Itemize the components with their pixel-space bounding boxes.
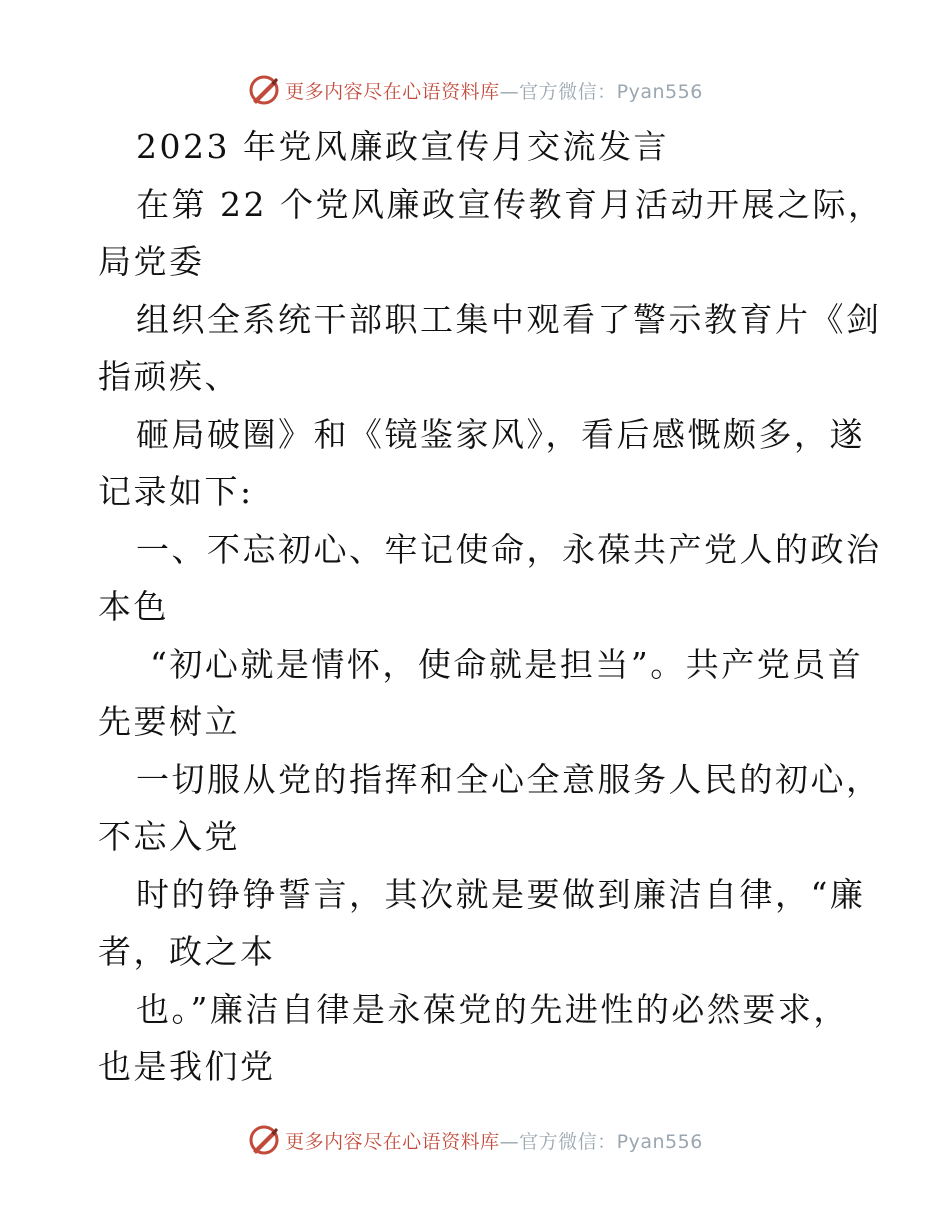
header-banner-inner xyxy=(247,73,703,107)
text-line: 者，政之本 xyxy=(98,932,276,971)
header-banner-contact: 官方微信：Pyan556 xyxy=(519,80,703,103)
footer-banner-separator: — xyxy=(499,1130,520,1153)
document-body xyxy=(98,118,884,1096)
header-banner-main: 更多内容尽在心语资料库 xyxy=(285,80,500,103)
text-line: 不忘入党 xyxy=(98,817,240,856)
footer-banner-contact: 官方微信：Pyan556 xyxy=(519,1130,703,1153)
footer-watermark-banner xyxy=(0,1122,950,1158)
footer-banner-main: 更多内容尽在心语资料库 xyxy=(285,1130,500,1153)
text-line: 在第 22 个党风廉政宣传教育月活动开展之际， xyxy=(136,184,884,224)
section-heading: 一、不忘初心、牢记使命，永葆共产党人的政治 xyxy=(136,529,882,569)
text-line: 也。”廉洁自律是永葆党的先进性的必然要求， xyxy=(136,989,849,1029)
text-line: 先要树立 xyxy=(98,702,240,741)
footer-banner-inner xyxy=(247,1123,703,1157)
text-line: 指顽疾、 xyxy=(98,357,240,396)
text-line: 记录如下: xyxy=(98,472,254,511)
text-line: 砸局破圈》和《镜鉴家风》，看后感慨颇多，遂 xyxy=(136,414,865,454)
text-line: “初心就是情怀，使命就是担当”。共产党员首 xyxy=(150,644,864,684)
text-line: 一切服从党的指挥和全心全意服务人民的初心， xyxy=(136,759,882,799)
document-title: 2023 年党风廉政宣传月交流发言 xyxy=(136,127,669,166)
footer-banner-text xyxy=(285,1127,703,1154)
pen-seal-logo-icon xyxy=(247,73,281,107)
header-banner-separator: — xyxy=(499,80,520,103)
header-watermark-banner xyxy=(0,72,950,108)
text-line: 组织全系统干部职工集中观看了警示教育片《剑 xyxy=(136,299,882,339)
section-heading-continued: 本色 xyxy=(98,587,169,626)
header-banner-text xyxy=(285,77,703,104)
text-line: 也是我们党 xyxy=(98,1047,276,1086)
pen-seal-logo-icon xyxy=(247,1123,281,1157)
text-line: 时的铮铮誓言，其次就是要做到廉洁自律，“廉 xyxy=(136,874,866,914)
text-line: 局党委 xyxy=(98,242,205,281)
